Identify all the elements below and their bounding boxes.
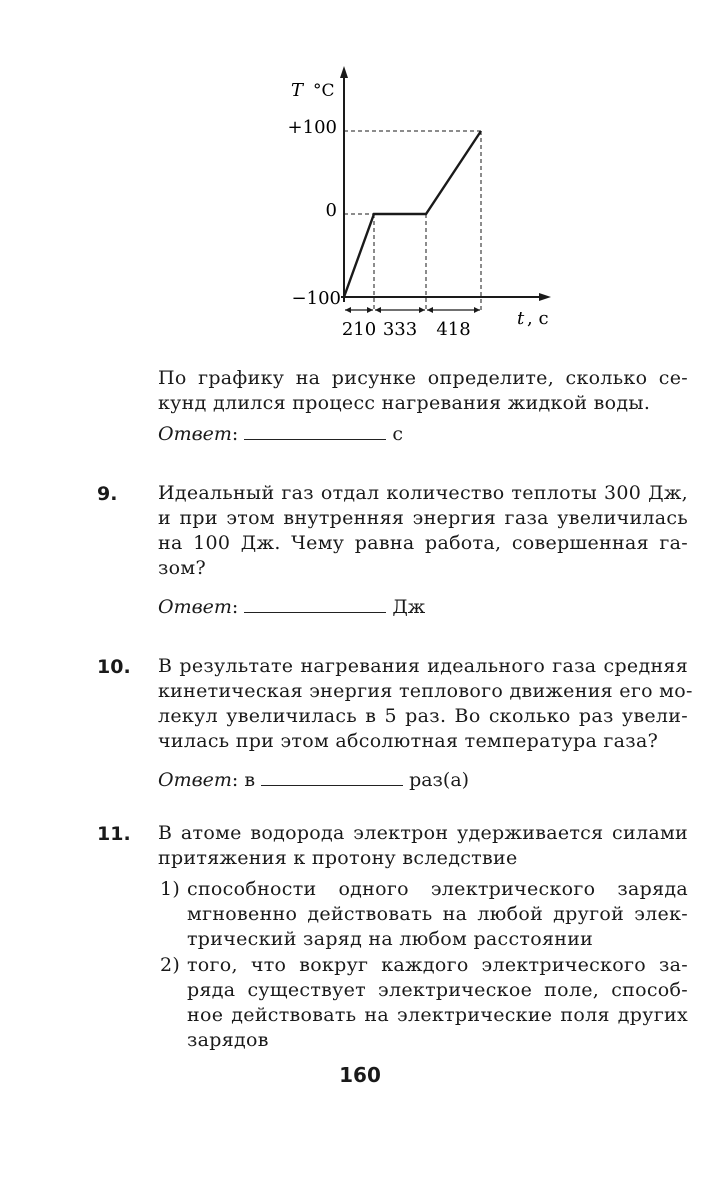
answer-label: Ответ <box>158 423 232 445</box>
segment-label: 210 <box>341 319 377 340</box>
q9-answer-field[interactable] <box>244 594 386 613</box>
q10-answer <box>158 767 469 793</box>
answer-colon: : <box>231 596 239 618</box>
y-tick-label: +100 <box>287 117 337 138</box>
option-2-line: того, что вокруг каждого электрического за- <box>187 954 688 976</box>
q9-line: на 100 Дж. Чему равна работа, совершенная га- <box>158 532 688 554</box>
answer-unit: с <box>392 423 403 445</box>
y-axis-unit: °C <box>313 81 335 101</box>
answer-label: Ответ <box>158 769 232 791</box>
q10-line: В результате нагревания идеального газа средняя <box>158 655 688 677</box>
y-tick-label: −100 <box>291 288 341 309</box>
y-axis-arrow <box>340 66 348 78</box>
segment-arrowhead <box>474 307 480 313</box>
answer-label: Ответ <box>158 596 232 618</box>
q10-number: 10. <box>97 656 131 678</box>
answer-colon: : в <box>231 769 256 791</box>
q8-answer-field[interactable] <box>244 421 386 440</box>
x-axis-arrow <box>539 293 551 301</box>
segment-arrowhead <box>427 307 433 313</box>
q9-line: Идеальный газ отдал количество теплоты 300 Дж, <box>158 482 688 504</box>
answer-colon: : <box>231 423 239 445</box>
q8-line: По графику на рисунке определите, сколько се- <box>158 367 688 389</box>
segment-label: 333 <box>382 319 418 340</box>
option-2-line: ряда существует электрическое поле, способ- <box>187 979 688 1001</box>
q9-line: и при этом внутренняя энергия газа увеличилась <box>158 507 688 529</box>
segment-arrowhead <box>345 307 351 313</box>
y-tick-label: 0 <box>325 200 337 221</box>
segment-arrowhead <box>375 307 381 313</box>
option-2-line: ное действовать на электрические поля других <box>187 1004 688 1026</box>
segment-arrowhead <box>419 307 425 313</box>
q9-line: зом? <box>158 557 206 579</box>
option-marker: 1) <box>160 878 181 900</box>
segment-arrowhead <box>367 307 373 313</box>
option-1-line: мгновенно действовать на любой другой элек- <box>187 903 688 925</box>
option-marker: 2) <box>160 954 181 976</box>
q8-line: кунд длился процесс нагревания жидкой воды. <box>158 392 651 414</box>
segment-arrows <box>345 307 480 313</box>
dashed-guides <box>344 131 481 312</box>
answer-unit: Дж <box>392 596 426 618</box>
y-axis-var: T <box>291 80 304 101</box>
option-1-line: способности одного электрического заряда <box>187 878 688 900</box>
q10-line: чилась при этом абсолютная температура газа? <box>158 730 659 752</box>
q11-line: В атоме водорода электрон удерживается силами <box>158 822 688 844</box>
q10-line: кинетическая энергия теплового движения его мо- <box>158 680 693 702</box>
q11-number: 11. <box>97 823 131 845</box>
q8-answer <box>158 421 403 447</box>
x-axis-unit: , с <box>527 308 549 329</box>
option-1-line: трический заряд на любом расстоянии <box>187 928 594 950</box>
q9-number: 9. <box>97 483 118 505</box>
answer-unit: раз(а) <box>409 769 470 791</box>
x-axis-var: t <box>517 308 525 329</box>
segment-label: 418 <box>436 319 471 340</box>
q11-line: притяжения к протону вследствие <box>158 847 518 869</box>
option-2-line: зарядов <box>187 1029 269 1051</box>
page-number: 160 <box>339 1063 381 1087</box>
q10-answer-field[interactable] <box>261 767 403 786</box>
temperature-time-graph <box>285 62 565 352</box>
q9-answer <box>158 594 425 620</box>
q10-line: лекул увеличилась в 5 раз. Во сколько раз увели- <box>158 705 688 727</box>
heating-curve <box>344 131 481 297</box>
